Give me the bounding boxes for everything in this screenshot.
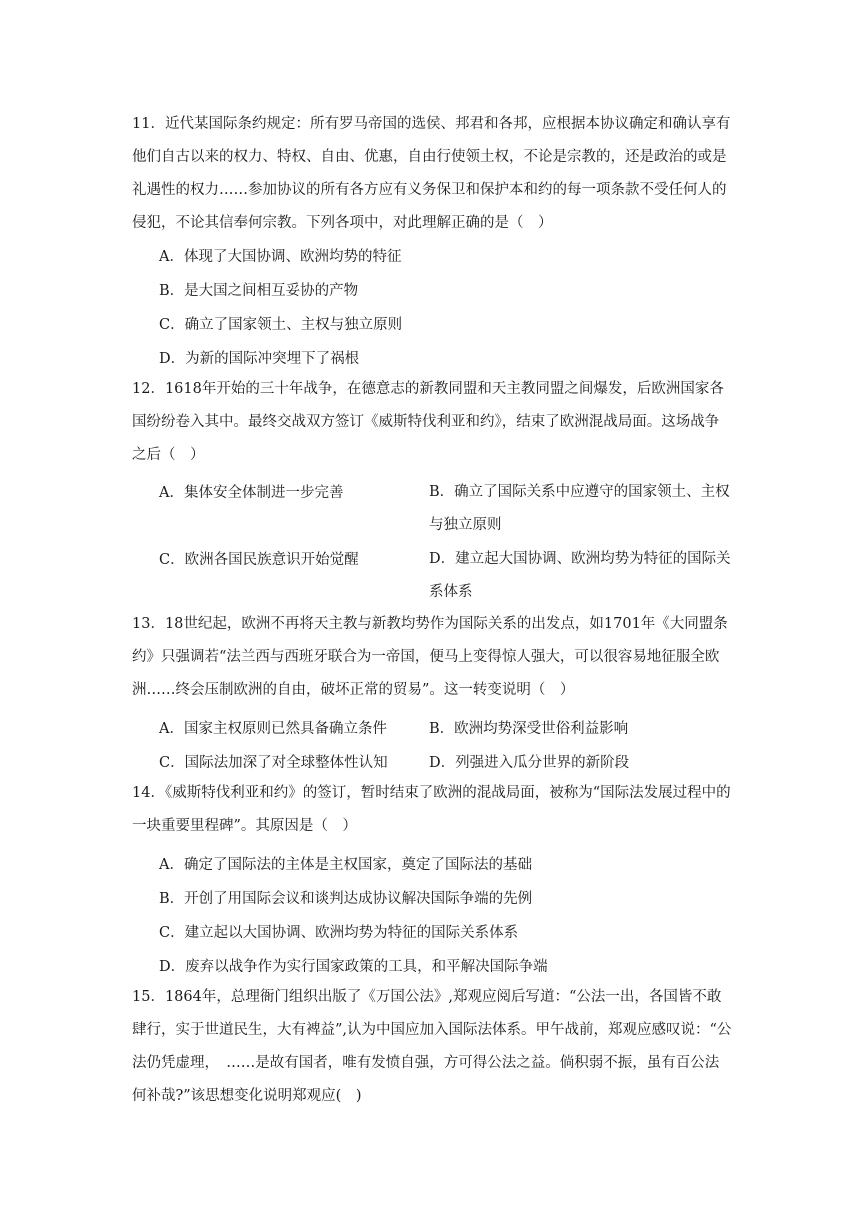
question-12-stem: 12．1618年开始的三十年战争，在德意志的新教同盟和天主教同盟之间爆发，后欧洲国家各国纷纷卷入其中。最终交战双方签订《威斯特伐利亚和约》，结束了欧洲混战局面。这场战争之后（ ） xyxy=(132,381,724,463)
question-12-option-b: B．确立了国际关系中应遵守的国家领土、主权与独立原则 xyxy=(429,484,730,533)
question-14-option-c: C．建立起以大国协调、欧洲均势为特征的国际关系体系 xyxy=(159,925,519,941)
question-14-option-a: A．确定了国际法的主体是主权国家，奠定了国际法的基础 xyxy=(159,857,532,873)
question-13-option-c: C．国际法加深了对全球整体性认知 xyxy=(159,755,388,771)
question-14-stem: 14．《威斯特伐利亚和约》的签订，暂时结束了欧洲的混战局面，被称为“国际法发展过程中的一块重要里程碑”。其原因是（ ） xyxy=(132,785,731,834)
question-13-stem: 13．18世纪起，欧洲不再将天主教与新教均势作为国际关系的出发点，如1701年《大同盟条约》只强调若“法兰西与西班牙联合为一帝国，便马上变得惊人强大，可以很容易地征服全欧洲……终会压制欧洲的自由，破坏正常的贸易”。这一转变说明（ ） xyxy=(132,616,728,698)
question-13-option-d: D．列强进入瓜分世界的新阶段 xyxy=(429,755,630,771)
question-13-option-b: B．欧洲均势深受世俗利益影响 xyxy=(429,721,629,737)
question-11-option-c: C．确立了国家领土、主权与独立原则 xyxy=(159,317,403,333)
question-12-option-d: D．建立起大国协调、欧洲均势为特征的国际关系体系 xyxy=(429,551,731,600)
question-11-stem: 11．近代某国际条约规定：所有罗马帝国的选侯、邦君和各邦，应根据本协议确定和确认享有他们自古以来的权力、特权、自由、优惠，自由行使领土权，不论是宗教的，还是政治的或是礼遇性的权力……参加协议的所有各方应有义务保卫和保护本和约的每一项条款不受任何人的侵犯，不论其信奉何宗教。下列各项中，对此理解正确的是（ ） xyxy=(132,116,731,231)
question-11-option-a: A．体现了大国协调、欧洲均势的特征 xyxy=(159,249,402,265)
question-13-option-a: A．国家主权原则已然具备确立条件 xyxy=(159,721,387,737)
question-14-option-d: D．废弃以战争作为实行国家政策的工具，和平解决国际争端 xyxy=(159,959,548,975)
question-12-option-a: A．集体安全体制进一步完善 xyxy=(159,485,344,501)
question-11-option-b: B．是大国之间相互妥协的产物 xyxy=(159,283,359,299)
question-14-option-b: B．开创了用国际会议和谈判达成协议解决国际争端的先例 xyxy=(159,891,533,907)
question-11-option-d: D．为新的国际冲突埋下了祸根 xyxy=(159,351,360,367)
question-15-stem: 15．1864年，总理衙门组织出版了《万国公法》,郑观应阅后写道：“公法一出，各国皆不敢肆行，实于世道民生，大有裨益”,认为中国应加入国际法体系。甲午战前，郑观应感叹说：“公法仍凭虚理， ……是故有国者，唯有发愤自强，方可得公法之益。倘积弱不振，虽有百公法何补哉?”该思想变化说明郑观应( ) xyxy=(132,989,732,1104)
question-12-option-c: C．欧洲各国民族意识开始觉醒 xyxy=(159,552,359,568)
